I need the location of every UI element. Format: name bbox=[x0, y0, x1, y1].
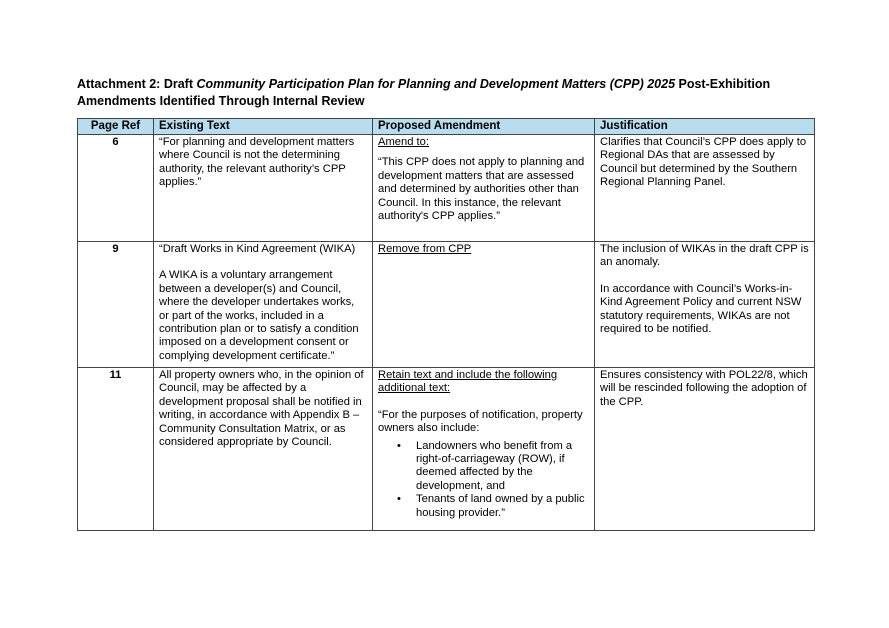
table-row bbox=[78, 242, 815, 368]
justification-cell bbox=[595, 135, 815, 242]
justification-paragraph: In accordance with Council’s Works-in-Kind Agreement Policy and current NSW statutory requirements, WIKAs are not required to be notified. bbox=[600, 282, 802, 336]
page-ref-cell: 9 bbox=[78, 242, 154, 368]
table-row bbox=[78, 368, 815, 531]
table-row bbox=[78, 135, 815, 242]
title-prefix: Attachment 2: Draft bbox=[77, 77, 197, 91]
title-suffix: Post-Exhibition Amendments Identified Through Internal Review bbox=[77, 77, 771, 108]
amendment-paragraph: “For the purposes of notification, property owners also include: bbox=[378, 408, 583, 435]
document-title bbox=[77, 76, 817, 110]
amendment-instruction: Remove from CPP bbox=[378, 243, 472, 255]
list-item: • Landowners who benefit from a right-of-carriageway (ROW), if deemed affected by the development, and bbox=[416, 440, 589, 494]
existing-paragraph: All property owners who, in the opinion of Council, may be affected by a development proposal shall be notified in writing, in accordance with Appendix B – Community Consultation Matrix, or as considered appropriate by Council. bbox=[159, 369, 364, 449]
proposed-amendment-cell bbox=[373, 135, 595, 242]
proposed-amendment-cell bbox=[373, 368, 595, 531]
existing-paragraph: “Draft Works in Kind Agreement (WIKA) bbox=[159, 243, 356, 255]
header-proposed-amendment: Proposed Amendment bbox=[373, 119, 595, 135]
amendment-bullet-list bbox=[378, 440, 589, 520]
amendments-table bbox=[77, 118, 815, 531]
page-ref-cell: 11 bbox=[78, 368, 154, 531]
header-existing-text: Existing Text bbox=[154, 119, 373, 135]
existing-paragraph: A WIKA is a voluntary arrangement between a developer(s) and Council, where the developer undertakes works, or part of the works, included in a contribution plan or to satisfy a condition imposed on a development consent or complying development certificate.” bbox=[159, 269, 359, 362]
header-justification: Justification bbox=[595, 119, 815, 135]
existing-text-cell bbox=[154, 242, 373, 368]
justification-paragraph: Ensures consistency with POL22/8, which will be rescinded following the adoption of the CPP. bbox=[600, 369, 808, 408]
proposed-amendment-cell bbox=[373, 242, 595, 368]
page-ref-cell: 6 bbox=[78, 135, 154, 242]
amendment-paragraph: “This CPP does not apply to planning and development matters that are assessed and determined by authorities other than Council. In this instance, the relevant authority's CPP applies.” bbox=[378, 156, 585, 223]
list-item: • Tenants of land owned by a public housing provider.” bbox=[416, 493, 589, 520]
header-page-ref: Page Ref bbox=[78, 119, 154, 135]
justification-cell bbox=[595, 368, 815, 531]
existing-paragraph: “For planning and development matters where Council is not the determining authority, the relevant authority’s CPP applies.” bbox=[159, 136, 355, 189]
justification-paragraph: The inclusion of WIKAs in the draft CPP is an anomaly. bbox=[600, 243, 809, 269]
table-header-row bbox=[78, 119, 815, 135]
amendment-instruction: Retain text and include the following additional text: bbox=[378, 369, 558, 395]
justification-cell bbox=[595, 242, 815, 368]
existing-text-cell bbox=[154, 135, 373, 242]
title-plan-name: Community Participation Plan for Planning and Development Matters (CPP) 2025 bbox=[196, 77, 676, 91]
existing-text-cell bbox=[154, 368, 373, 531]
amendment-instruction: Amend to: bbox=[378, 136, 429, 148]
justification-paragraph: Clarifies that Council’s CPP does apply to Regional DAs that are assessed by Council but determined by the Southern Regional Planning Panel. bbox=[600, 136, 807, 189]
